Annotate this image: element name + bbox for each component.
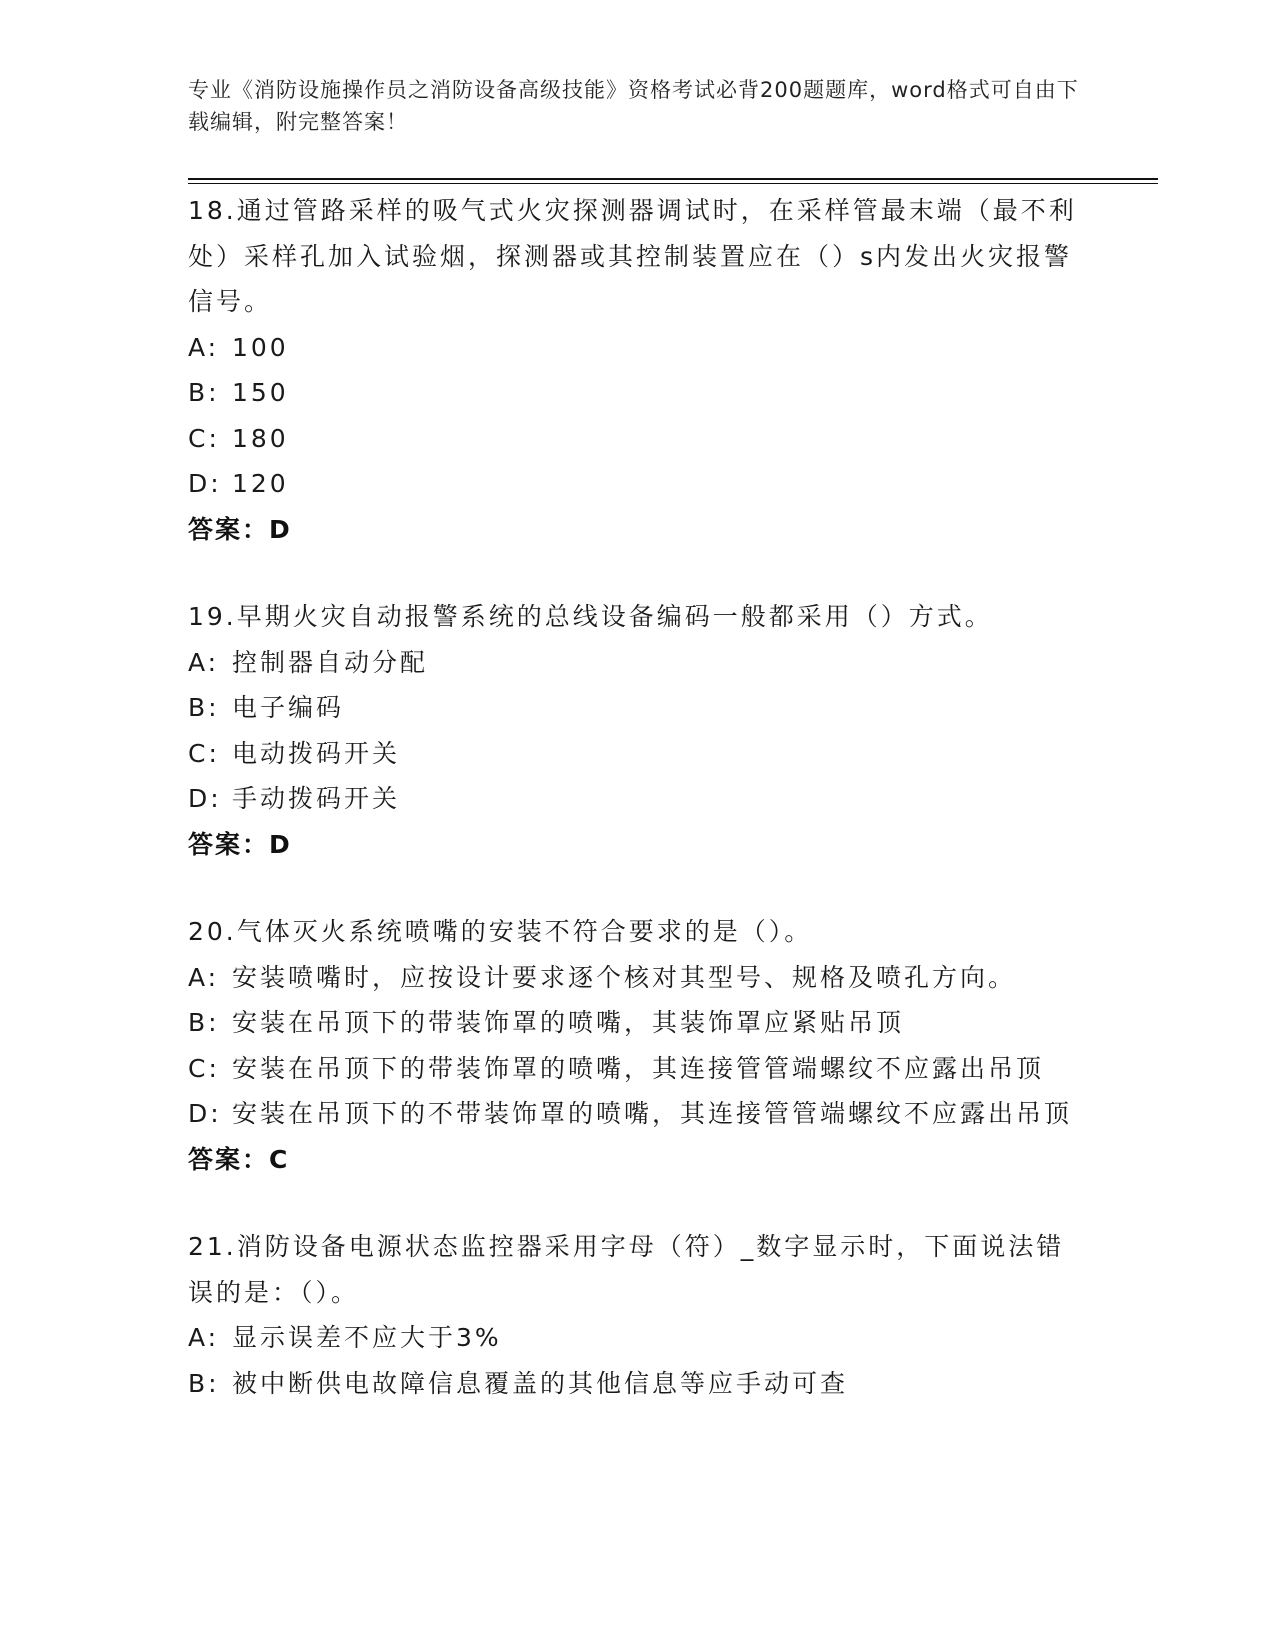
option-text: 显示误差不应大于3% [232,1323,502,1352]
answer-line: 答案：D [188,829,292,859]
option-d [188,776,1088,822]
option-letter: C: [188,1053,220,1083]
option-c [188,416,1088,462]
option-text: 100 [232,332,289,362]
option-d [188,461,1088,507]
option-text: 被中断供电故障信息覆盖的其他信息等应手动可查 [232,1368,849,1398]
question-stem: 20.气体灭火系统喷嘴的安装不符合要求的是（）。 [188,917,813,946]
option-letter: A: [188,647,220,677]
option-letter: B: [188,1008,220,1037]
option-letter: B: [188,378,220,407]
question-18 [188,188,1088,552]
option-a [188,1315,1088,1361]
option-b [188,1000,1088,1046]
option-text: 120 [232,469,289,498]
question-stem: 19.早期火灾自动报警系统的总线设备编码一般都采用（）方式。 [188,602,993,631]
page-header: 专业《消防设施操作员之消防设备高级技能》资格考试必背200题题库，word格式可自由下载编辑，附完整答案！ [188,78,1079,134]
option-letter: B: [188,1368,220,1398]
option-letter: D: [188,469,222,498]
option-letter: C: [188,423,220,453]
question-stem: 21.消防设备电源状态监控器采用字母（符）_数字显示时，下面说法错误的是：（）。 [188,1232,1065,1307]
option-a [188,640,1088,686]
option-text: 电动拨码开关 [232,738,401,768]
option-b [188,685,1088,731]
option-text: 180 [232,423,289,453]
option-text: 150 [232,378,289,407]
question-20 [188,909,1088,1182]
option-c [188,731,1088,777]
question-19 [188,594,1088,867]
answer-line: 答案：D [188,514,292,544]
option-letter: D: [188,784,222,813]
question-21 [188,1224,1088,1406]
option-letter: B: [188,693,220,722]
option-a [188,325,1088,371]
option-b [188,370,1088,416]
option-text: 控制器自动分配 [232,647,429,677]
option-d [188,1091,1088,1137]
answer-line: 答案：C [188,1144,290,1174]
option-b [188,1361,1088,1407]
option-text: 电子编码 [232,693,345,722]
header-divider [188,178,1158,184]
option-text: 安装在吊顶下的不带装饰罩的喷嘴，其连接管管端螺纹不应露出吊顶 [232,1099,1073,1128]
option-letter: A: [188,962,220,992]
question-stem: 18.通过管路采样的吸气式火灾探测器调试时，在采样管最末端（最不利处）采样孔加入试验烟，探测器或其控制装置应在（）s内发出火灾报警信号。 [188,196,1077,316]
option-letter: D: [188,1099,222,1128]
option-text: 手动拨码开关 [232,784,401,813]
question-list [188,188,1088,1448]
option-text: 安装在吊顶下的带装饰罩的喷嘴，其装饰罩应紧贴吊顶 [232,1008,905,1037]
option-text: 安装喷嘴时，应按设计要求逐个核对其型号、规格及喷孔方向。 [232,962,1017,992]
option-letter: A: [188,1323,220,1352]
option-letter: C: [188,738,220,768]
option-text: 安装在吊顶下的带装饰罩的喷嘴，其连接管管端螺纹不应露出吊顶 [232,1053,1045,1083]
option-a [188,955,1088,1001]
option-letter: A: [188,332,220,362]
option-c [188,1046,1088,1092]
